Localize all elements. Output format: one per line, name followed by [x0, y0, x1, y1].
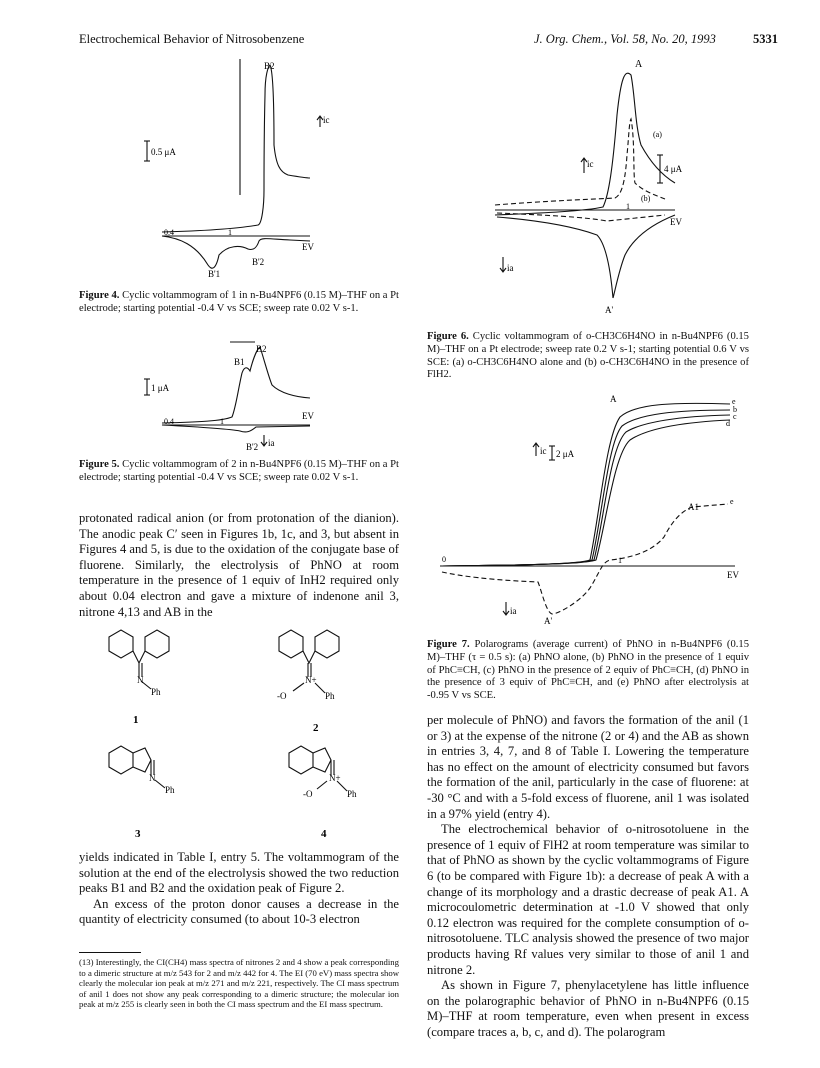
fig7-trace-d: [442, 420, 730, 566]
fig7-origin-label: 0: [442, 555, 446, 564]
svg-text:Ph: Ph: [165, 785, 175, 795]
fig5-cathodic-trace: [162, 425, 310, 432]
fig4-peak-b1p: B'1: [208, 269, 221, 279]
running-head-title: Electrochemical Behavior of Nitrosobenzene: [79, 32, 305, 46]
fig4-ev-label: EV: [302, 242, 314, 252]
fig6-peak-ap: A': [605, 305, 614, 315]
fig5-scale-label: 1 μA: [151, 383, 170, 393]
fig7-trace-d-label: d: [726, 419, 730, 428]
figure-4-caption: Figure 4. Cyclic voltammogram of 1 in n-Bu4NPF6 (0.15 M)–THF on a Pt electrode; starting potential -0.4 V vs SCE; sweep rate 0.02 V s-1.: [79, 290, 399, 314]
fig5-ev-label: EV: [302, 411, 314, 421]
fig6-ev-label: EV: [670, 217, 682, 227]
fig5-start-label: 0.4: [164, 417, 174, 426]
fig7-ia-label: ia: [510, 606, 517, 616]
fig7-trace-c: [442, 415, 730, 566]
figure-7-caption: Figure 7. Polarograms (average current) of PhNO in n-Bu4NPF6 (0.15 M)–THF (τ = 0.5 s): (a) PhNO alone, (b) PhNO in the presence of 1 equiv of PhC≡CH, (c) PhNO in the presence of 2 equiv of PhC≡CH, (d) PhNO in the presence of 3 equiv of PhC≡CH, and (e) PhNO after electrolysis at -0.95 V vs SCE.: [427, 639, 749, 702]
fig4-start-label: 0.4: [164, 228, 174, 237]
fig6-trace-b: [495, 119, 665, 205]
fig7-ic-label: ic: [540, 446, 547, 456]
fig7-one-label: 1: [618, 556, 622, 565]
fig6-trace-b-label: (b): [641, 194, 651, 203]
fig6-ia-label: ia: [507, 263, 514, 273]
svg-text:N+: N+: [329, 773, 341, 783]
fig7-trace-e-end: e: [732, 397, 736, 406]
footnote-13: (13) Interestingly, the CI(CH4) mass spectra of nitrones 2 and 4 show a peak corresponding to a dimeric structure at m/z 543 for 2 and m/z 442 for 4. The EI (70 eV) mass spectra show clearly the molecular ion peak at m/z 271 and m/z 221, respectively. The CI mass spectrum of anil 1 does not show any peak corresponding to a dimeric structure; the molecular ion peak at m/z 255 is clearly seen in both the CI mass spectrum and the EI mass spectrum.: [79, 957, 399, 1010]
running-head-journal: J. Org. Chem., Vol. 58, No. 20, 1993: [534, 32, 716, 46]
fig6-ic-label: ic: [587, 159, 594, 169]
fig6-peak-a: A: [635, 59, 643, 70]
fig4-cathodic-trace: [162, 236, 310, 268]
compound-label-2: 2: [313, 722, 319, 734]
fig6-scale-label: 4 μA: [664, 164, 683, 174]
svg-text:Ph: Ph: [347, 789, 357, 799]
fig7-scale-label: 2 μA: [556, 449, 575, 459]
fig6-cathodic-trace: [497, 215, 675, 298]
fig4-anodic-trace: [162, 65, 310, 232]
fig7-trace-e-label: e: [730, 497, 734, 506]
svg-text:-O: -O: [277, 691, 287, 701]
figure-4-voltammogram: [140, 55, 330, 280]
figure-5-voltammogram: [140, 335, 330, 455]
fig5-peak-b2p: B'2: [246, 442, 259, 452]
fig7-peak-ap: A': [544, 616, 553, 626]
fig4-one-label: 1: [228, 228, 232, 237]
fig6-one-label: 1: [626, 202, 630, 211]
page-number: 5331: [753, 32, 778, 46]
structure-4: [289, 746, 347, 791]
fig6-trace-a-label: (a): [653, 130, 662, 139]
chemical-structures: [79, 615, 399, 845]
fig7-ev-label: EV: [727, 570, 739, 580]
compound-label-4: 4: [321, 828, 327, 840]
fig5-ia-label: ia: [268, 438, 275, 448]
fig7-trace-e: [442, 504, 728, 614]
fig4-peak-b2: B2: [264, 61, 275, 71]
fig7-peak-a: A: [610, 394, 617, 404]
structure-3: [109, 746, 165, 788]
fig5-peak-b1: B1: [234, 357, 245, 367]
left-column-text-top: protonated radical anion (or from protonation of the dianion). The anodic peak C′ seen in Figures 1b, 1c, and 3, but absent in Figures 4 and 5, is due to the oxidation of the conjugate base of fluorene. Similarly, the electrolysis of PhNO at room temperature in the presence of 1 equiv of InH2 required only about 0.04 electron and gave a mixture of indenone anil 3, nitrone 4,13 and AB in the: [79, 511, 399, 619]
figure-5-caption: Figure 5. Cyclic voltammogram of 2 in n-Bu4NPF6 (0.15 M)–THF on a Pt electrode; starting potential -0.4 V vs SCE; sweep rate 0.02 V s-1.: [79, 459, 399, 483]
svg-text:N+: N+: [305, 675, 317, 685]
fig7-trace-b: [442, 410, 730, 566]
svg-text:-O: -O: [303, 789, 313, 799]
svg-text:N: N: [137, 675, 144, 685]
fig7-trace-c-label: c: [733, 412, 737, 421]
right-column-text: per molecule of PhNO) and favors the formation of the anil (1 or 3) at the expense of the nitrone (2 or 4) and the AB as shown in entries 3, 4, 7, and 8 of Table I. Lowering the temperature has no effect on the amount of electricity consumed but favors the formation of the anil, particularly in the case of fluorene: at -30 °C and with a 5-fold excess of fluorene, anil 1 was isolated in a 97% yield (entry 4). The electrochemical behavior of o-nitrosotoluene in the presence of 1 equiv of FlH2 at room temperature was similar to that of PhNO as shown by the cyclic voltammograms of Figure 6 (to be compared with Figure 1b): a decrease of peak A with a change of its morphology and a drastic decrease of peak A1. A microcoulometric determination at -1.0 V showed that only 0.12 electron was required for the complete consumption of o-nitrosotoluene. TLC analysis showed the presence of two major products having Rf values very similar to those of anil 1 and nitrone 2. As shown in Figure 7, phenylacetylene has little influence on the polarographic behavior of PhNO in n-Bu4NPF6 (0.15 M)–THF at room temperature, even when present in excess (compare traces a, b, c, and d). The polarogram: [427, 713, 749, 1039]
fig5-one-label: 1: [220, 417, 224, 426]
compound-label-1: 1: [133, 714, 139, 726]
figure-6-voltammogram: [485, 55, 700, 320]
svg-text:Ph: Ph: [325, 691, 335, 701]
svg-text:Ph: Ph: [151, 687, 161, 697]
figure-6-caption: Figure 6. Cyclic voltammogram of o-CH3C6H4NO in n-Bu4NPF6 (0.15 M)–THF on a Pt electrode; sweep rate 0.2 V s-1; starting potential 0.6 V vs SCE: (a) o-CH3C6H4NO alone and (b) o-CH3C6H4NO in the presence of FlH2.: [427, 331, 749, 381]
compound-label-3: 3: [135, 828, 141, 840]
svg-text:N: N: [149, 773, 156, 783]
fig7-peak-a1: A1: [688, 502, 699, 512]
fig4-ic-label: ic: [323, 115, 330, 125]
fig4-scale-label: 0.5 μA: [151, 147, 176, 157]
fig4-peak-b2p: B'2: [252, 257, 265, 267]
figure-7-polarograms: [430, 392, 750, 627]
footnote-rule: [79, 952, 141, 953]
fig5-peak-b2: B2: [256, 344, 267, 354]
fig7-trace-b-label: b: [733, 405, 737, 414]
fig7-trace-a: [442, 403, 730, 566]
left-column-text-bottom: yields indicated in Table I, entry 5. The voltammogram of the solution at the end of the electrolysis showed the two reduction peaks B1 and B2 and the oxidation peak of Figure 2. An excess of the proton donor causes a decrease in the quantity of electricity consumed (to about 10-3 electron: [79, 850, 399, 927]
